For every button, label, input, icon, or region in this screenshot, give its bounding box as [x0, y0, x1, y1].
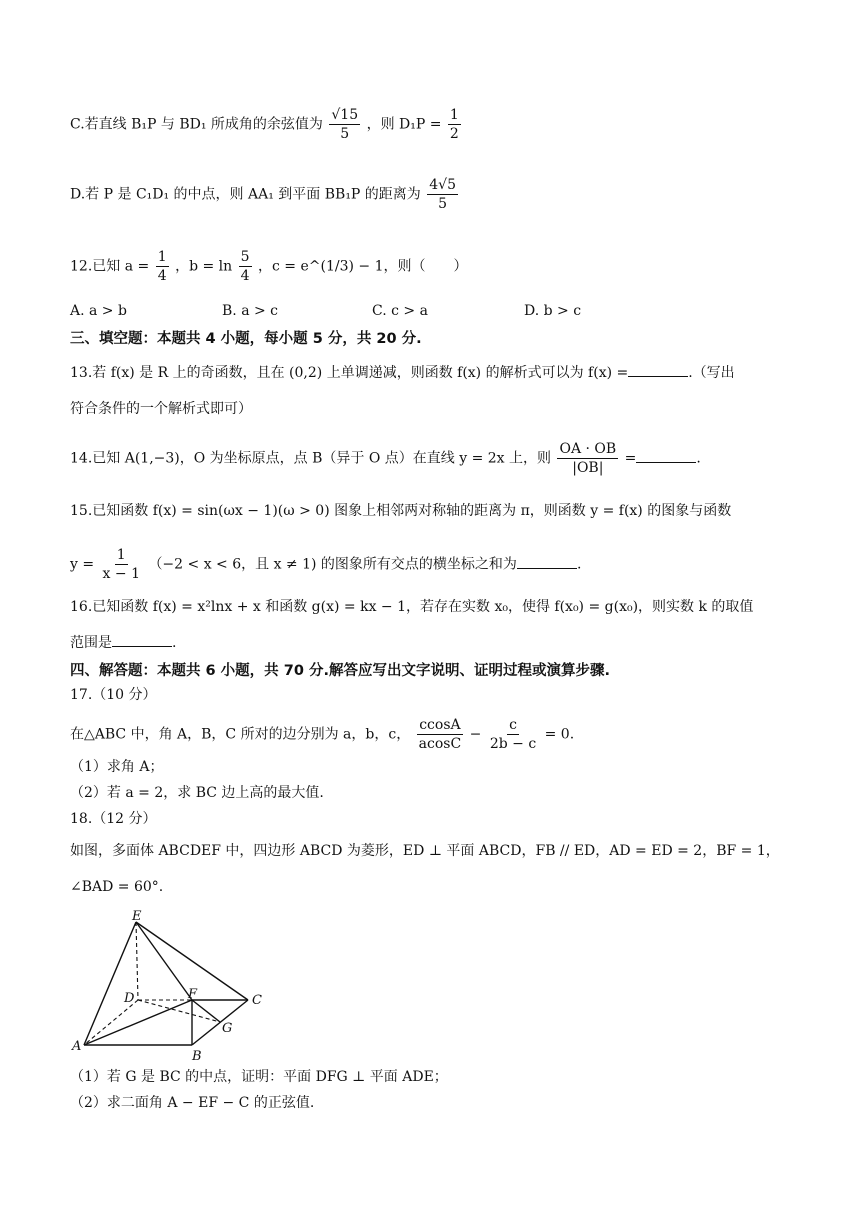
q11-option-d-fraction: $\frac{4√5}{5}$: [429, 177, 457, 212]
q13-answer-blank: [628, 362, 688, 377]
q17-fraction-1: $\frac{ccosA}{acosC}$: [418, 717, 462, 752]
q12-stem-c: ，c = e^(1/3) − 1，则（ ）: [258, 258, 468, 275]
q18-part-1: （1）若 G 是 BC 的中点，证明：平面 DFG ⊥ 平面 ADE；: [70, 1069, 448, 1085]
q16-line-1: 16.已知函数 f(x) = x²lnx + x 和函数 g(x) = kx − 1，若存在实数 x₀，使得 f(x₀) = g(x₀)，则实数 k 的取值: [70, 599, 754, 615]
q17-header: 17.（10 分）: [70, 687, 157, 703]
label-d: D: [124, 991, 135, 1006]
q16-end: .: [172, 635, 177, 651]
q15-end: .: [576, 556, 582, 573]
q14-stem: [70, 440, 800, 477]
q12-stem-a: 12.已知 a =: [70, 258, 150, 275]
edge-ef: [136, 922, 192, 1000]
polyhedron-figure: [70, 910, 270, 1060]
q17-fraction-2: $\frac{c}{2b - c}$: [489, 717, 537, 752]
q14-answer-blank: [636, 448, 696, 463]
label-g: G: [222, 1021, 233, 1036]
q12-option-b: B. a > c: [222, 303, 279, 319]
q12-a-fraction: $\frac{1}{4}$: [157, 249, 167, 284]
q13-line-1: [70, 362, 800, 384]
label-c: C: [252, 993, 262, 1008]
q13-text: 13.若 f(x) 是 R 上的奇函数，且在 (0,2) 上单调递减，则函数 f(x) 的解析式可以为 f(x) =: [70, 365, 629, 381]
q15-line-2: [70, 546, 800, 583]
q14-end: .: [696, 450, 701, 467]
q11-option-c-answer-fraction: $\frac{1}{2}$: [449, 107, 459, 142]
q12-stem: [70, 248, 800, 285]
q18-part-2: （2）求二面角 A − EF − C 的正弦值.: [70, 1095, 315, 1111]
q15-answer-blank: [517, 554, 577, 569]
q17-minus: −: [469, 726, 482, 743]
q12-option-d: D. b > c: [524, 303, 582, 319]
q17-equals-zero: = 0.: [544, 726, 575, 743]
q11-option-c-tail: ，则 D₁P =: [366, 116, 442, 133]
label-b: B: [192, 1049, 202, 1060]
q12-option-a: A. a > b: [70, 303, 127, 319]
q16-text: 范围是: [70, 635, 112, 651]
q15-y-equals: y =: [70, 556, 95, 573]
q18-header: 18.（12 分）: [70, 811, 157, 827]
q17-part-1: （1）求角 A；: [70, 759, 164, 775]
section-4-heading: 四、解答题：本题共 6 小题，共 70 分.解答应写出文字说明、证明过程或演算步骤.: [70, 663, 610, 679]
q16-line-2: [70, 632, 800, 654]
q11-option-d: [70, 176, 800, 213]
q12-stem-b: ，b = ln: [175, 258, 233, 275]
q12-b-fraction: $\frac{5}{4}$: [240, 249, 250, 284]
label-f: F: [188, 987, 198, 1002]
section-3-heading: 三、填空题：本题共 4 小题，每小题 5 分，共 20 分.: [70, 331, 422, 347]
q15-fraction: $\frac{1}{x - 1}$: [102, 547, 140, 582]
q15-line-1: 15.已知函数 f(x) = sin(ωx − 1)(ω > 0) 图象上相邻两对称轴的距离为 π，则函数 y = f(x) 的图象与函数: [70, 503, 732, 519]
q14-equals: =: [624, 450, 637, 467]
label-a: A: [72, 1039, 82, 1054]
q16-answer-blank: [112, 632, 172, 647]
q17-part-2: （2）若 a = 2，求 BC 边上高的最大值.: [70, 785, 324, 801]
edge-da-hidden: [84, 1000, 138, 1045]
edge-dg-hidden: [138, 1000, 220, 1022]
label-e: E: [132, 910, 142, 924]
q18-line-2: ∠BAD = 60°.: [70, 879, 164, 895]
q11-option-d-text: D.若 P 是 C₁D₁ 的中点，则 AA₁ 到平面 BB₁P 的距离为: [70, 186, 421, 203]
q11-option-c: [70, 106, 800, 143]
q13-tail: .（写出: [688, 365, 735, 381]
q11-option-c-fraction: $\frac{√15}{5}$: [331, 107, 359, 142]
q18-line-1: 如图，多面体 ABCDEF 中，四边形 ABCD 为菱形，ED ⊥ 平面 ABCD，FB // ED，AD = ED = 2，BF = 1，: [70, 843, 780, 859]
q17-stem: [70, 716, 800, 753]
q14-fraction: $\frac{OA \cdot OB}{|OB|}$: [559, 441, 617, 476]
q17-text: 在△ABC 中，角 A，B，C 所对的边分别为 a，b，c，: [70, 726, 411, 743]
q12-option-c: C. c > a: [372, 303, 428, 319]
q15-tail: （−2 < x < 6，且 x ≠ 1) 的图象所有交点的横坐标之和为: [148, 556, 517, 573]
q13-line-2: 符合条件的一个解析式即可）: [70, 401, 252, 417]
q11-option-c-text: C.若直线 B₁P 与 BD₁ 所成角的余弦值为: [70, 116, 323, 133]
edge-ed-hidden: [136, 922, 138, 1000]
q14-text: 14.已知 A(1,−3)，O 为坐标原点，点 B（异于 O 点）在直线 y = 2x 上，则: [70, 450, 552, 467]
